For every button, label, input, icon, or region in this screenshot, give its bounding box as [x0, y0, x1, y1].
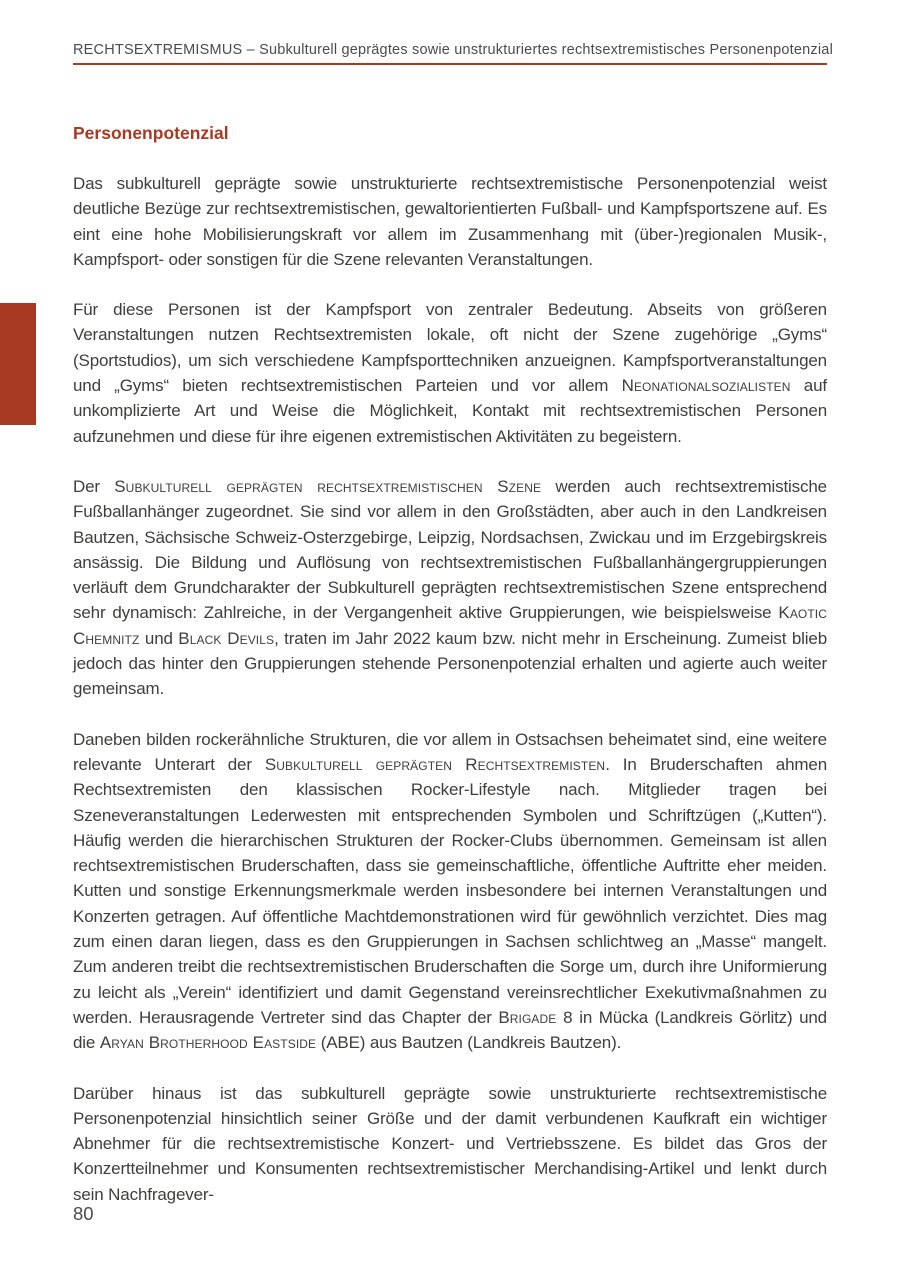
page-number: 80: [73, 1203, 94, 1224]
text-run: Der: [73, 476, 115, 496]
running-header: RECHTSEXTREMISMUS – Subkulturell geprägtes sowie unstrukturiertes rechtsextremistisches Personenpotenzial: [73, 42, 833, 58]
paragraph: [73, 297, 827, 449]
smallcaps-term: Black Devils: [178, 628, 275, 648]
paragraph: [73, 1081, 827, 1207]
smallcaps-term: Aryan Brotherhood Eastside: [99, 1033, 317, 1053]
paragraph: [73, 171, 827, 272]
text-run: . In Bruderschaften ahmen Rechtsextremisten den klassischen Rocker-Lifestyle nach. Mitglieder tragen bei Szeneveranstaltungen Lederwesten mit entsprechenden Symbolen und Schriftzügen („Kutten“). Häufig werden die hierarchischen Strukturen der Rocker-Clubs übernommen. Gemeinsam ist allen rechtsextremistischen Bruderschaften, dass sie gemeinschaftliche, öffentliche Auftritte eher meiden. Kutten und sonstige Erkennungsmerkmale werden insbesondere bei internen Veranstaltungen und Konzerten getragen. Auf öffentliche Machtdemonstrationen wird für gewöhnlich verzichtet. Dies mag zum einen daran liegen, dass es den Gruppierungen in Sachsen schlichtweg an „Masse“ mangelt. Zum anderen treibt die rechtsextremistischen Bruderschaften die Sorge um, durch ihre Uniformierung zu leicht als „Verein“ identifiziert und damit Gegenstand vereinsrechtlicher Exekutivmaßnahmen zu werden. Herausragende Vertreter sind das Chapter der: [73, 754, 827, 1027]
smallcaps-term: Kaotic Chemnitz: [73, 603, 827, 648]
text-run: , traten im Jahr 2022 kaum bzw. nicht mehr in Erscheinung. Zumeist blieb jedoch das hinter den Gruppierungen stehende Personenpotenzial erhalten und agierte auch weiter gemeinsam.: [73, 628, 828, 699]
text-run: Das subkulturell geprägte sowie unstrukturierte rechtsextremistische Personenpotenzial weist deutliche Bezüge zur rechtsextremistischen, gewaltorientierten Fußball- und Kampfsportszene auf. Es eint eine hohe Mobilisierungskraft vor allem im Zusammenhang mit (über-)regionalen Musik-, Kampfsport- oder sonstigen für die Szene relevanten Veranstaltungen.: [73, 174, 827, 269]
header-rule: [73, 63, 827, 65]
paragraph: [73, 727, 827, 1056]
paragraph: [73, 474, 827, 702]
text-run: (ABE) aus Bautzen (Landkreis Bautzen).: [316, 1033, 622, 1053]
smallcaps-term: Brigade 8: [498, 1007, 573, 1027]
text-run: Darüber hinaus ist das subkulturell geprägte sowie unstrukturierte rechtsextremistische Personenpotenzial hinsichtlich seiner Größe und der damit verbundenen Kaufkraft ein wichtiger Abnehmer für die rechtsextremistische Konzert- und Vertriebsszene. Es bildet das Gros der Konzertteilnehmer und Konsumenten rechtsextremistischer Merchandising-Artikel und lenkt durch sein Nachfragever-: [73, 1083, 827, 1204]
text-run: auf unkomplizierte Art und Weise die Möglichkeit, Kontakt mit rechtsextremistischen Personen aufzunehmen und diese für ihre eigenen extremistischen Aktivitäten zu begeistern.: [73, 376, 827, 446]
text-run: Daneben bilden rockerähnliche Strukturen, die vor allem in Ostsachsen beheimatet sind, eine weitere relevante Unterart der: [73, 729, 827, 774]
smallcaps-term: Subkulturell geprägten Rechtsextremisten: [264, 754, 606, 774]
chapter-margin-marker: [0, 303, 36, 425]
section-heading: Personenpotenzial: [73, 123, 229, 143]
text-run: in Mücka (Landkreis Görlitz) und die: [73, 1007, 827, 1053]
smallcaps-term: Subkulturell geprägten rechtsextremistischen Szene: [114, 476, 542, 496]
smallcaps-term: Neonationalsozialisten: [621, 376, 791, 396]
body-paragraphs: [73, 171, 827, 1207]
text-run: Für diese Personen ist der Kampfsport von zentraler Bedeutung. Abseits von größeren Veranstaltungen nutzen Rechtsextremisten lokale, oft nicht der Szene zugehörige „Gyms“ (Sportstudios), um sich verschiedene Kampfsporttechniken anzueignen. Kampfsportveranstaltungen und „Gyms“ bieten rechtsextremistischen Parteien und vor allem: [73, 300, 827, 396]
page-footer: [73, 1203, 94, 1225]
text-run: und: [139, 628, 179, 648]
text-run: werden auch rechtsextremistische Fußballanhänger zugeordnet. Sie sind vor allem in den Großstädten, aber auch in den Landkreisen Bautzen, Sächsische Schweiz-Osterzgebirge, Leipzig, Nordsachsen, Zwickau und im Erzgebirgskreis ansässig. Die Bildung und Auflösung von rechtsextremistischen Fußballanhängergruppierungen verläuft dem Grundcharakter der Subkulturell geprägten rechtsextremistischen Szene entsprechend sehr dynamisch: Zahlreiche, in der Vergangenheit aktive Gruppierungen, wie beispielsweise: [73, 476, 827, 623]
page-body: [73, 121, 827, 1207]
